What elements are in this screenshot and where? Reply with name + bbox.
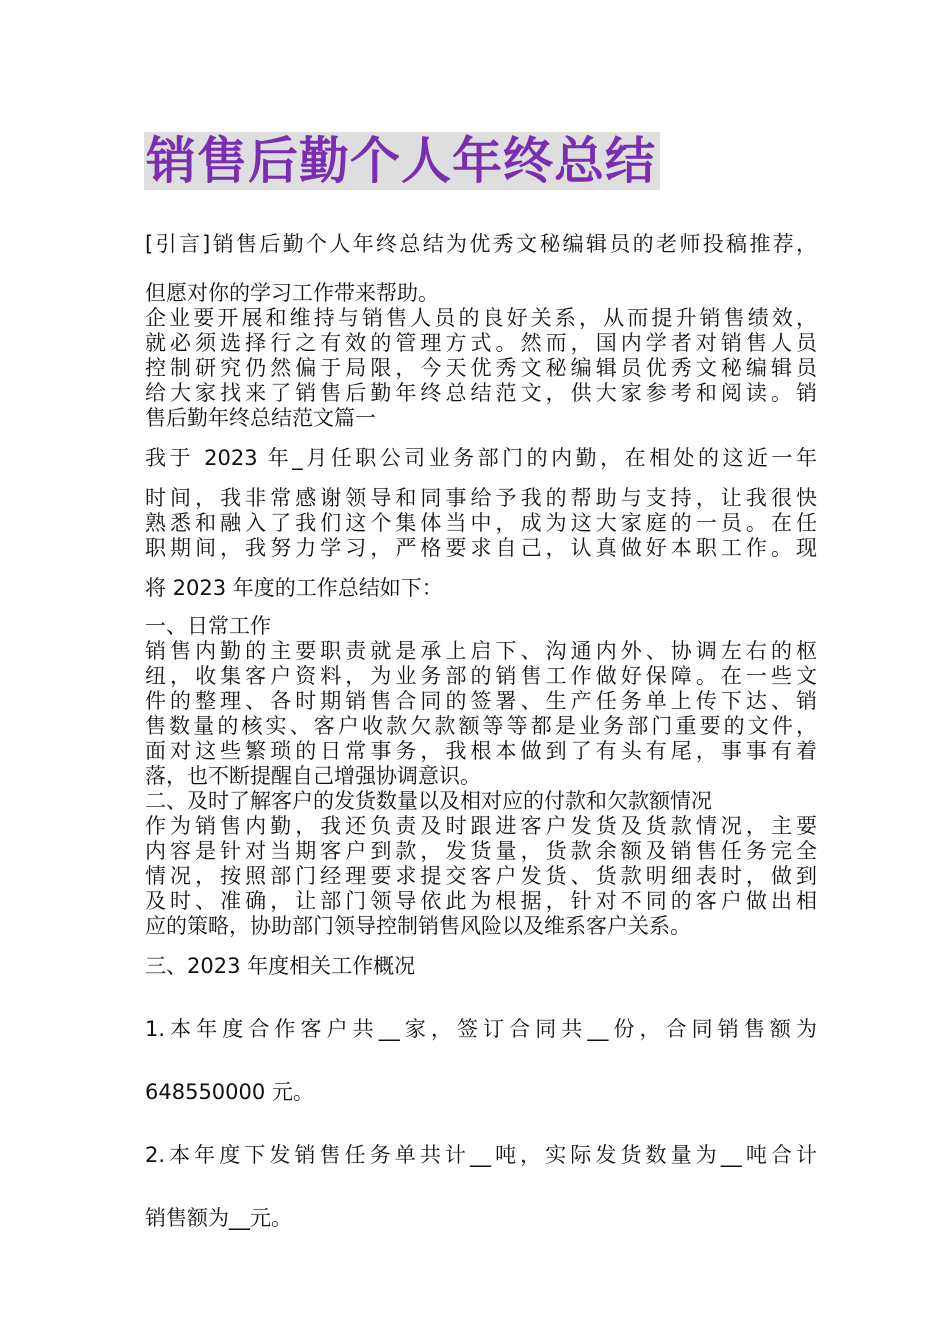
body-line: 售后勤年终总结范文篇一 [145,406,376,430]
body-line: 件的整理、各时期销售合同的签署、生产任务单上传下达、销 [145,689,817,713]
body-line: 1.本年度合作客户共__家，签订合同共__份，合同销售额为 [145,1017,817,1041]
body-line: 销售内勤的主要职责就是承上启下、沟通内外、协调左右的枢 [145,639,817,663]
body-line: 648550000 元。 [145,1080,314,1104]
body-line: 情况，按照部门经理要求提交客户发货、货款明细表时，做到 [145,864,817,888]
section-heading: 三、2023 年度相关工作概况 [145,954,416,978]
body-line: 售数量的核实、客户收款欠款额等等都是业务部门重要的文件， [145,714,817,738]
body-line: 给大家找来了销售后勤年终总结范文，供大家参考和阅读。销 [145,381,817,405]
body-line: 我于 2023 年_月任职公司业务部门的内勤，在相处的这近一年 [145,446,817,470]
document-title: 销售后勤个人年终总结 [144,132,660,190]
document-body [145,232,817,1231]
body-line: 企业要开展和维持与销售人员的良好关系，从而提升销售绩效， [145,306,817,330]
body-line: 将 2023 年度的工作总结如下： [145,576,443,600]
body-line: 销售额为__元。 [145,1206,292,1230]
body-line: 控制研究仍然偏于局限，今天优秀文秘编辑员优秀文秘编辑员 [145,356,817,380]
body-line: 就必须选择行之有效的管理方式。然而，国内学者对销售人员 [145,331,817,355]
body-line: [引言]销售后勤个人年终总结为优秀文秘编辑员的老师投稿推荐， [145,232,817,256]
section-heading: 一、日常工作 [145,614,271,638]
body-line: 内容是针对当期客户到款，发货量，货款余额及销售任务完全 [145,839,817,863]
body-line: 面对这些繁琐的日常事务，我根本做到了有头有尾，事事有着 [145,739,817,763]
body-line: 熟悉和融入了我们这个集体当中，成为这大家庭的一员。在任 [145,511,817,535]
body-line: 落，也不断提醒自己增强协调意识。 [145,764,481,788]
body-line: 及时、准确，让部门领导依此为根据，针对不同的客户做出相 [145,889,817,913]
body-line: 时间，我非常感谢领导和同事给予我的帮助与支持，让我很快 [145,486,817,510]
section-heading: 二、及时了解客户的发货数量以及相对应的付款和欠款额情况 [145,789,712,813]
body-line: 应的策略，协助部门领导控制销售风险以及维系客户关系。 [145,914,691,938]
body-line: 作为销售内勤，我还负责及时跟进客户发货及货款情况，主要 [145,814,817,838]
body-line: 纽，收集客户资料，为业务部的销售工作做好保障。在一些文 [145,664,817,688]
body-line: 2.本年度下发销售任务单共计__吨，实际发货数量为__吨合计 [145,1143,817,1167]
body-line: 职期间，我努力学习，严格要求自己，认真做好本职工作。现 [145,536,817,560]
body-line: 但愿对你的学习工作带来帮助。 [145,281,439,305]
